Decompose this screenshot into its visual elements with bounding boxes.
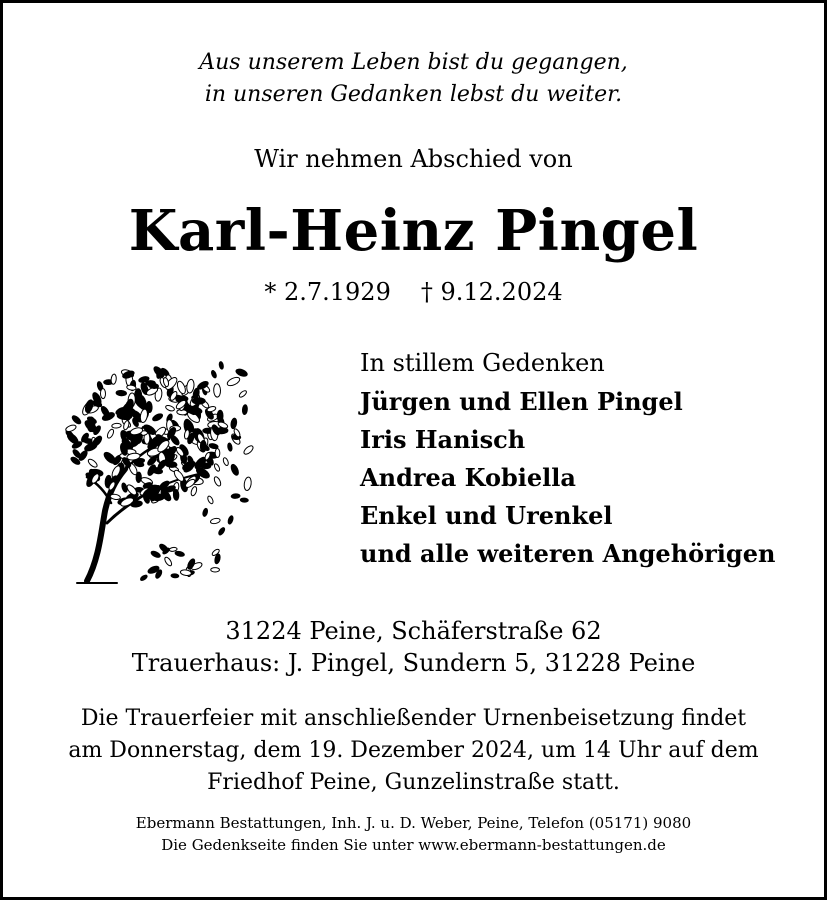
ceremony-line-1: Die Trauerfeier mit anschließender Urnenbeisetzung findet	[80, 706, 747, 731]
mourner-name: Enkel und Urenkel	[360, 501, 613, 530]
mourner-name: und alle weiteren Angehörigen	[360, 539, 776, 568]
address-block	[3, 615, 824, 679]
deceased-name: Karl-Heinz Pingel	[128, 198, 699, 264]
mourners-lead: In stillem Gedenken	[360, 349, 605, 377]
mourner-name: Andrea Kobiella	[360, 463, 576, 492]
footer-line-1: Ebermann Bestattungen, Inh. J. u. D. Weber, Peine, Telefon (05171) 9080	[135, 814, 692, 832]
address-line-1: 31224 Peine, Schäferstraße 62	[225, 617, 602, 645]
farewell-intro: Wir nehmen Abschied von	[254, 145, 573, 173]
motto-line-2: in unseren Gedanken lebst du weiter.	[204, 82, 623, 107]
mourner-name: Jürgen und Ellen Pingel	[360, 387, 683, 416]
ceremony-line-2: am Donnerstag, dem 19. Dezember 2024, um 14 Uhr auf dem	[68, 738, 759, 763]
birth-date: * 2.7.1929	[264, 278, 391, 306]
motto-line-1: Aus unserem Leben bist du gegangen,	[199, 50, 628, 75]
mourners-block	[360, 345, 800, 573]
windblown-tree-icon	[47, 343, 257, 588]
funeral-home-footer	[3, 812, 824, 856]
footer-line-2: Die Gedenkseite finden Sie unter www.ebermann-bestattungen.de	[161, 836, 666, 854]
motto	[3, 47, 824, 111]
mourner-name: Iris Hanisch	[360, 425, 526, 454]
ceremony-line-3: Friedhof Peine, Gunzelinstraße statt.	[207, 770, 620, 795]
death-date: † 9.12.2024	[420, 278, 563, 306]
life-dates	[3, 277, 824, 307]
address-line-2: Trauerhaus: J. Pingel, Sundern 5, 31228 Peine	[131, 649, 696, 677]
ceremony-details	[3, 703, 824, 799]
